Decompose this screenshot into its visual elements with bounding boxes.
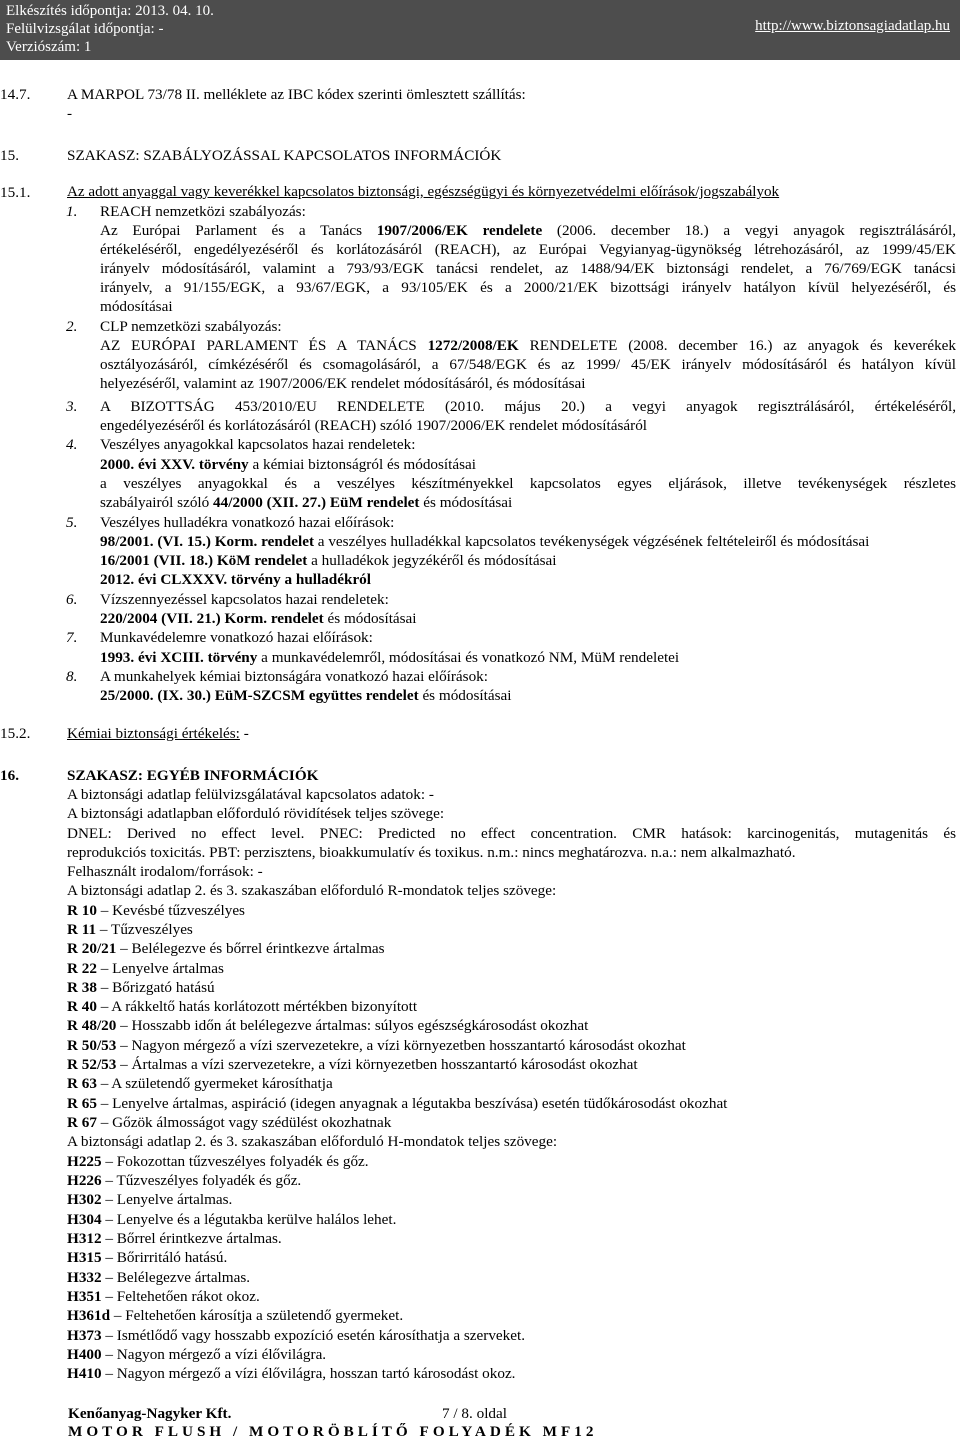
h-phrase: H373 – Ismétlődő vagy hosszabb expozíció esetén károsíthatja a szerveket.	[67, 1327, 526, 1344]
r-phrase: R 52/53 – Ártalmas a vízi szervezetekre, a vízi környezetben hosszantartó károsodást okozhat	[67, 1056, 638, 1073]
item-2-title: CLP nemzetközi szabályozás:	[100, 318, 282, 335]
section-16-line-4: reprodukciós toxicitás. PBT: perzisztens, bioakkumulatív és toxikus. n.m.: nincs meghatározva. n.a.: nem alkalmazható.	[67, 844, 796, 861]
section-16-line-7: A biztonsági adatlap 2. és 3. szakaszában előforduló H-mondatok teljes szövege:	[67, 1133, 558, 1150]
item-7-number: 7.	[66, 629, 78, 646]
item-1-line-2: értékeléséről, engedélyezéséről és korlátozásáról (REACH), az Európai Vegyianyag-ügynökség létrehozásáról, az 1999/45/EK	[100, 241, 956, 258]
item-1-line-3: irányelv módosításáról, valamint a 793/93/EGK tanácsi rendelet, az 1488/94/EK biztonsági rendelet, a 76/769/EGK tanácsi	[100, 260, 956, 277]
item-2-line-3: helyezéséről, valamint az 1907/2006/EK rendelet módosításáról, és módosításai	[100, 375, 586, 392]
r-phrase: R 38 – Bőrizgató hatású	[67, 979, 215, 996]
created-date: Elkészítés időpontja: 2013. 04. 10.	[6, 3, 214, 19]
item-7-title: Munkavédelemre vonatkozó hazai előírások:	[100, 629, 373, 646]
item-8-title: A munkahelyek kémiai biztonságára vonatkozó hazai előírások:	[100, 668, 488, 685]
h-phrase: H361d – Feltehetően károsítja a születendő gyermeket.	[67, 1307, 404, 1324]
section-15-1-number: 15.1.	[0, 184, 31, 201]
website-link[interactable]: http://www.biztonsagiadatlap.hu	[755, 18, 950, 34]
version-number: Verziószám: 1	[6, 39, 92, 55]
h-phrase: H226 – Tűzveszélyes folyadék és gőz.	[67, 1172, 302, 1189]
item-2-line-1: AZ EURÓPAI PARLAMENT ÉS A TANÁCS 1272/2008/EK RENDELETE (2008. december 16.) az anyagok és keverékek	[100, 337, 957, 354]
r-phrase: R 11 – Tűzveszélyes	[67, 921, 193, 938]
r-phrase: R 10 – Kevésbé tűzveszélyes	[67, 902, 245, 919]
item-1-line-5: módosításai	[100, 298, 173, 315]
item-3-number: 3.	[66, 398, 78, 415]
footer-page-number: 7 / 8. oldal	[442, 1405, 507, 1422]
section-15-2-title: Kémiai biztonsági értékelés:	[67, 725, 240, 742]
item-1-line-4: irányelv, a 91/155/EGK, a 93/67/EGK, a 93/105/EK és a 2000/21/EK bizottsági irányelv hatályon kívül helyezéséről, és	[100, 279, 956, 296]
item-2-line-2: osztályozásáról, címkézéséről és csomagolásáról, a 67/548/EGK és az 1999/ 45/EK irányelv módosításáról és hatályon kívül	[100, 356, 956, 373]
r-phrase: R 40 – A rákkeltő hatás korlátozott mértékben bizonyított	[67, 998, 418, 1015]
item-5-law-c: 2012. évi CLXXXV. törvény a hulladékról	[100, 571, 371, 588]
item-3-line-1: A BIZOTTSÁG 453/2010/EU RENDELETE (2010. május 20.) a vegyi anyagok regisztrálásáról, értékeléséről,	[100, 398, 956, 415]
r-phrase: R 22 – Lenyelve ártalmas	[67, 960, 224, 977]
item-5-law-a: 98/2001. (VI. 15.) Korm. rendelet a veszélyes hulladékkal kapcsolatos tevékenységek végzésének feltételeiről és módosításai	[100, 533, 870, 550]
section-16-line-1: A biztonsági adatlap felülvizsgálatával kapcsolatos adatok: -	[67, 786, 434, 803]
section-14-7-value: -	[67, 105, 73, 122]
item-1-title: REACH nemzetközi szabályozás:	[100, 203, 306, 220]
item-1-number: 1.	[66, 203, 78, 220]
h-phrase: H312 – Bőrrel érintkezve ártalmas.	[67, 1230, 282, 1247]
section-16-line-5: Felhasznált irodalom/források: -	[67, 863, 263, 880]
h-phrase: H351 – Feltehetően rákot okoz.	[67, 1288, 260, 1305]
item-3-line-2: engedélyezéséről és korlátozásáról (REACH) szóló 1907/2006/EK rendelet módosításáról	[100, 417, 648, 434]
section-15-title: SZAKASZ: SZABÁLYOZÁSSAL KAPCSOLATOS INFORMÁCIÓK	[67, 147, 502, 164]
section-14-7-title: A MARPOL 73/78 II. melléklete az IBC kódex szerinti ömlesztett szállítás:	[67, 86, 526, 103]
item-4-title: Veszélyes anyagokkal kapcsolatos hazai rendeletek:	[100, 436, 416, 453]
item-4-line-b1: a veszélyes anyagokkal és a veszélyes készítményekkel kapcsolatos egyes eljárások, illetve tevékenységek részletes	[100, 475, 956, 492]
section-15-2-number: 15.2.	[0, 725, 31, 742]
h-phrase: H304 – Lenyelve és a légutakba kerülve halálos lehet.	[67, 1211, 397, 1228]
h-phrase: H400 – Nagyon mérgező a vízi élővilágra.	[67, 1346, 327, 1363]
item-6-title: Vízszennyezéssel kapcsolatos hazai rendeletek:	[100, 591, 389, 608]
item-8-number: 8.	[66, 668, 78, 685]
item-8-law: 25/2000. (IX. 30.) EüM-SZCSM együttes rendelet és módosításai	[100, 687, 512, 704]
document-header	[0, 0, 960, 60]
item-4-number: 4.	[66, 436, 78, 453]
item-4-law: 2000. évi XXV. törvény a kémiai biztonságról és módosításai	[100, 456, 476, 473]
review-date: Felülvizsgálat időpontja: -	[6, 21, 164, 37]
item-2-number: 2.	[66, 318, 78, 335]
section-15-1-title: Az adott anyaggal vagy keverékkel kapcsolatos biztonsági, egészségügyi és környezetvédelmi előírások/jogszabályok	[67, 184, 780, 200]
item-1-line-1: Az Európai Parlament és a Tanács 1907/2006/EK rendelete (2006. december 18.) a vegyi anyagok regisztrálásáról,	[100, 222, 956, 239]
h-phrase: H302 – Lenyelve ártalmas.	[67, 1191, 233, 1208]
r-phrase: R 65 – Lenyelve ártalmas, aspiráció (idegen anyagnak a légutakba beszívása) esetén tüdőkárosodást okozhat	[67, 1095, 728, 1112]
h-phrase: H315 – Bőrirritáló hatású.	[67, 1249, 228, 1266]
section-15-2: Kémiai biztonsági értékelés: -	[67, 725, 249, 742]
h-phrase: H410 – Nagyon mérgező a vízi élővilágra, hosszan tartó károsodást okoz.	[67, 1365, 516, 1382]
r-phrase: R 67 – Gőzök álmosságot vagy szédülést okozhatnak	[67, 1114, 392, 1131]
r-phrase: R 20/21 – Belélegezve és bőrrel érintkezve ártalmas	[67, 940, 385, 957]
r-phrase: R 48/20 – Hosszabb időn át belélegezve ártalmas: súlyos egészségkárosodást okozhat	[67, 1017, 589, 1034]
h-phrase: H332 – Belélegezve ártalmas.	[67, 1269, 251, 1286]
r-phrase: R 50/53 – Nagyon mérgező a vízi szervezetekre, a vízi környezetben hosszantartó károsodást okozhat	[67, 1037, 686, 1054]
item-5-number: 5.	[66, 514, 78, 531]
item-6-number: 6.	[66, 591, 78, 608]
section-16-line-2: A biztonsági adatlapban előforduló rövidítések teljes szövege:	[67, 805, 445, 822]
section-16-line-3: DNEL: Derived no effect level. PNEC: Predicted no effect concentration. CMR hatások: karcinogenitás, mutagenitás és	[67, 825, 956, 842]
item-4-line-b2: szabályairól szóló 44/2000 (XII. 27.) EüM rendelet és módosításai	[100, 494, 513, 511]
section-15-number: 15.	[0, 147, 19, 164]
footer-company: Kenőanyag-Nagyker Kft.	[68, 1405, 232, 1422]
section-16-line-6: A biztonsági adatlap 2. és 3. szakaszában előforduló R-mondatok teljes szövege:	[67, 882, 557, 899]
h-phrase: H225 – Fokozottan tűzveszélyes folyadék és gőz.	[67, 1153, 369, 1170]
section-16-number: 16.	[0, 767, 19, 784]
item-6-law: 220/2004 (VII. 21.) Korm. rendelet és módosításai	[100, 610, 417, 627]
section-16-title: SZAKASZ: EGYÉB INFORMÁCIÓK	[67, 767, 319, 784]
item-7-law: 1993. évi XCIII. törvény a munkavédelemről, módosításai és vonatkozó NM, MüM rendeletei	[100, 649, 680, 666]
r-phrase: R 63 – A születendő gyermeket károsíthatja	[67, 1075, 333, 1092]
item-5-law-b: 16/2001 (VII. 18.) KöM rendelet a hulladékok jegyzékéről és módosításai	[100, 552, 557, 569]
item-5-title: Veszélyes hulladékra vonatkozó hazai előírások:	[100, 514, 395, 531]
section-14-7-number: 14.7.	[0, 86, 31, 103]
footer-product-name: MOTOR FLUSH / MOTORÖBLÍTŐ FOLYADÉK MF12	[68, 1423, 598, 1440]
